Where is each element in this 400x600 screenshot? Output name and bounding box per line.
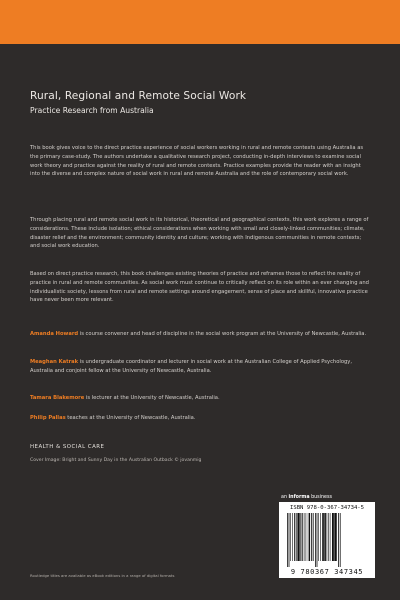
barcode-bar: [300, 513, 301, 561]
author-bio-text: is course convener and head of discipline in the social work program at the University of Newcastle, Australia.: [78, 331, 367, 337]
barcode-bar: [335, 513, 337, 561]
description-paragraph-3: Based on direct practice research, this book challenges existing theories of practice and reframes those to reflect the reality of practice in rural and remote communities. As social work must continue to critically reflect on its role within an ever changing and individualistic society, lessons from rural and remote settings around engagement, sense of place and skillful, innovative practice have never been more relevant.: [30, 271, 369, 304]
barcode-bar: [313, 513, 314, 561]
barcode-bar: [292, 513, 293, 561]
author-bio-3: [30, 394, 372, 403]
barcode-icon: [285, 513, 369, 567]
barcode-bar: [302, 513, 303, 561]
publisher-brand: informa: [288, 495, 310, 500]
author-bio-text: teaches at the University of Newcastle, Australia.: [65, 415, 196, 421]
barcode-bar: [323, 513, 324, 561]
barcode-bar: [327, 513, 328, 561]
barcode-bar: [287, 513, 288, 567]
publisher-suffix: business: [309, 495, 332, 500]
subject-category: HEALTH & SOCIAL CARE: [30, 444, 105, 450]
book-subtitle: Practice Research from Australia: [30, 106, 154, 115]
barcode-bar: [318, 513, 319, 561]
barcode-bar: [332, 513, 333, 561]
barcode-bar: [338, 513, 339, 567]
publisher-line: [281, 495, 332, 500]
barcode-bar: [328, 513, 329, 561]
author-bio-2: [30, 358, 372, 376]
barcode-bar: [294, 513, 295, 561]
barcode-bar: [333, 513, 334, 561]
barcode-bar: [304, 513, 305, 561]
barcode-bar: [296, 513, 297, 561]
ebook-availability-note: Routledge titles are available as eBook editions in a range of digital formats: [30, 573, 175, 578]
orange-top-band: [0, 0, 400, 44]
description-paragraph-2: Through placing rural and remote social work in its historical, theoretical and geographical contexts, this work explores a range of considerations. These include isolation; ethical considerations when working with small and closely-linked communities; climate, disaster relief and the environment; community identity and culture; working with Indigenous communities in remote contexts; and social work education.: [30, 217, 369, 250]
barcode-bar: [315, 513, 316, 567]
barcode-bar: [311, 513, 312, 561]
barcode-bar: [289, 513, 290, 567]
author-name: Meaghan Katrak: [30, 359, 79, 365]
author-bio-text: is undergraduate coordinator and lecturer in social work at the Australian College of Applied Psychology, Australia and conjoint fellow at the University of Newcastle, Australia.: [30, 359, 353, 374]
cover-image-credit: Cover Image: Bright and Sunny Day in the Australian Outback © jovanmig: [30, 458, 202, 463]
author-bio-text: is lecturer at the University of Newcastle, Australia.: [84, 395, 220, 401]
barcode-bar: [330, 513, 331, 561]
author-name: Philip Pallas: [30, 415, 66, 421]
publisher-prefix: an: [281, 495, 289, 500]
barcode-bar: [340, 513, 341, 567]
barcode-bar: [290, 513, 291, 561]
book-title: Rural, Regional and Remote Social Work: [30, 90, 247, 102]
barcode-bar: [308, 513, 309, 561]
author-bio-4: [30, 414, 372, 423]
barcode-bar: [309, 513, 310, 561]
barcode-box: [279, 502, 375, 578]
barcode-bar: [306, 513, 307, 561]
author-bio-1: [30, 330, 372, 339]
barcode-bar: [322, 513, 323, 561]
barcode-digits: 9 780367 347345: [290, 568, 364, 576]
barcode-bar: [320, 513, 321, 561]
barcode-bar: [317, 513, 318, 567]
barcode-bar: [325, 513, 326, 561]
author-name: Amanda Howard: [30, 331, 79, 337]
isbn-label: ISBN 978-0-367-34734-5: [289, 505, 365, 511]
barcode-bar: [336, 513, 337, 561]
author-name: Tamara Blakemore: [30, 395, 85, 401]
barcode-bar: [299, 513, 300, 561]
description-paragraph-1: This book gives voice to the direct practice experience of social workers working in rural and remote contexts using Australia as the primary case-study. The authors undertake a qualitative research project, conducting in-depth interviews to examine social work theory and practice against the reality of rural and remote contexts. Practice examples provide the reader with an insight into the diverse and complex nature of social work in rural and remote Australia and the role of contemporary social work.: [30, 145, 364, 178]
